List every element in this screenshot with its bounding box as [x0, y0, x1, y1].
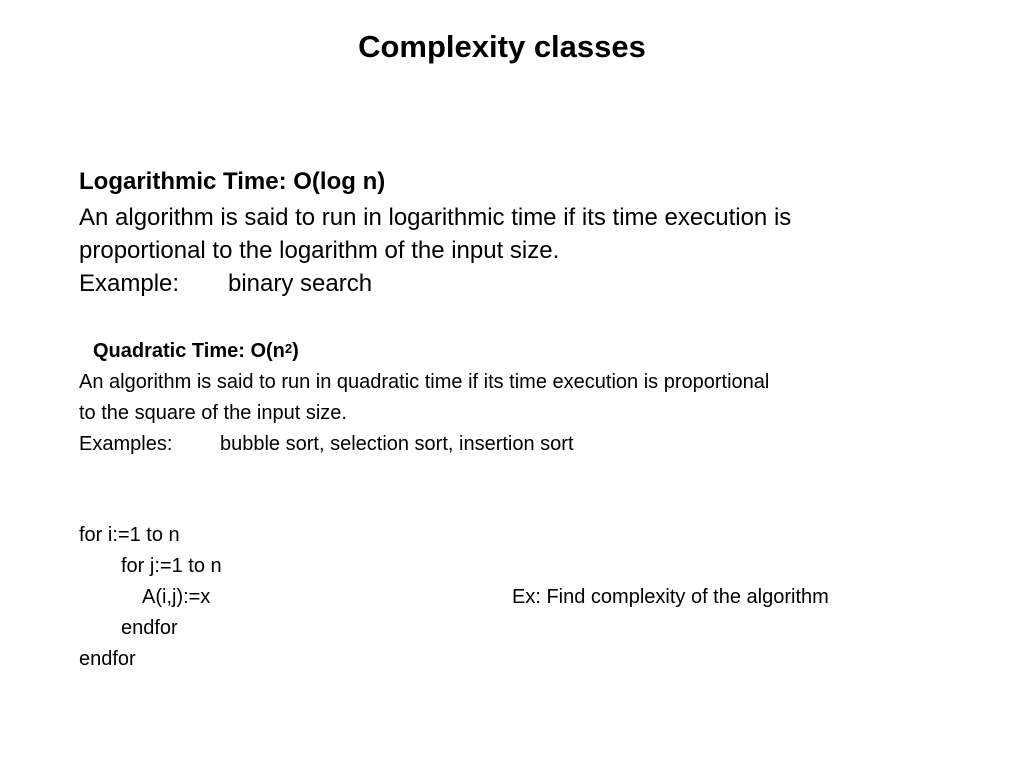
- quadratic-heading-exponent: 2: [284, 341, 293, 356]
- example-value: binary search: [228, 270, 373, 297]
- algorithm-code: [79, 520, 222, 675]
- examples-label: Examples:: [79, 433, 173, 455]
- exercise-prompt: Ex: Find complexity of the algorithm: [512, 586, 829, 608]
- quadratic-section: [79, 367, 769, 460]
- examples-value: bubble sort, selection sort, insertion sort: [220, 433, 574, 455]
- logarithmic-description-line1: An algorithm is said to run in logarithmic time if its time execution is: [79, 204, 792, 231]
- quadratic-description-line2: to the square of the input size.: [79, 402, 347, 424]
- example-label: Example:: [79, 270, 180, 297]
- slide-title: Complexity classes: [358, 29, 646, 64]
- quadratic-heading-suffix: ): [292, 340, 299, 362]
- logarithmic-section: [79, 201, 791, 300]
- code-line-outer-for: for i:=1 to n: [79, 524, 180, 546]
- quadratic-heading: [93, 338, 299, 364]
- code-line-assignment: A(i,j):=x: [142, 586, 211, 608]
- quadratic-examples: [79, 429, 769, 460]
- code-line-outer-endfor: endfor: [79, 648, 136, 670]
- quadratic-description-line1: An algorithm is said to run in quadratic time if its time execution is proportional: [79, 371, 770, 393]
- logarithmic-description-line2: proportional to the logarithm of the input size.: [79, 237, 560, 264]
- logarithmic-example: [79, 267, 791, 300]
- logarithmic-heading: Logarithmic Time: O(log n): [79, 168, 386, 195]
- quadratic-heading-prefix: Quadratic Time: O(n: [93, 340, 285, 362]
- code-line-inner-endfor: endfor: [121, 617, 178, 639]
- code-line-inner-for: for j:=1 to n: [121, 555, 222, 577]
